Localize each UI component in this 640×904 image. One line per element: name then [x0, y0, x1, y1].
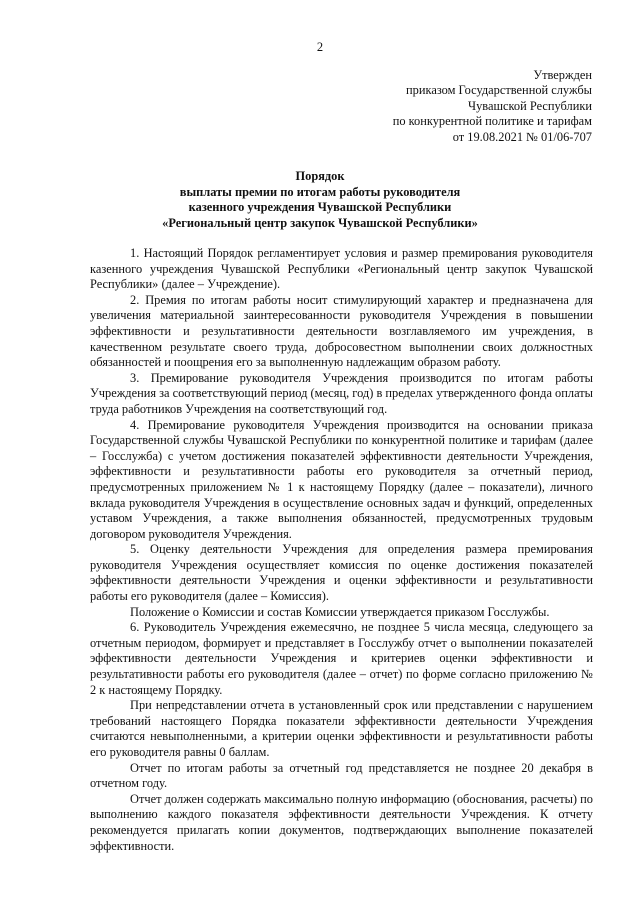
paragraph: 3. Премирование руководителя Учреждения производится по итогам работы Учреждения за соответствующий период (месяц, год) в пределах утвержденного фонда оплаты труда работников Учреждения на соответствующий год. — [90, 370, 593, 416]
paragraph: 5. Оценку деятельности Учреждения для определения размера премирования руководителя Учреждения осуществляет комиссия по оценке достижения показателей эффективности деятельности Учреждения и оценки эффективности и результативности работы его руководителя (далее – Комиссия). — [90, 542, 593, 604]
paragraph: 2. Премия по итогам работы носит стимулирующий характер и предназначена для увеличения материальной заинтересованности руководителя Учреждения в повышении эффективности и результативности деятельности возглавляемого им учреждения, в качественном результате своего труда, добросовестном выполнении своих должностных обязанностей и поощрения его за выполненную надлежащим образом работу. — [90, 292, 593, 370]
document-body — [90, 246, 593, 854]
paragraph: 1. Настоящий Порядок регламентирует условия и размер премирования руководителя казенного учреждения Чувашской Республики «Региональный центр закупок Чувашской Республики» (далее – Учреждение). — [90, 246, 593, 292]
title-line: «Региональный центр закупок Чувашской Республики» — [162, 215, 478, 230]
paragraph: При непредставлении отчета в установленный срок или представлении с нарушением требований настоящего Порядка показатели эффективности деятельности Учреждения считаются невыполненными, а критерии оценки эффективности и результативности работы его руководителя равны 0 баллам. — [90, 698, 593, 759]
document-title — [90, 169, 550, 231]
paragraph: 6. Руководитель Учреждения ежемесячно, не позднее 5 числа месяца, следующего за отчетным периодом, формирует и представляет в Госслужбу отчет о выполнении показателей эффективности деятельности Учреждения и критериев оценки эффективности и результативности работы его руководителя (далее – отчет) по форме согласно приложению № 2 к настоящему Порядку. — [90, 620, 593, 697]
approval-line: Чувашской Республики — [468, 98, 592, 113]
paragraph: Отчет должен содержать максимально полную информацию (обоснования, расчеты) по выполнению каждого показателя эффективности деятельности Учреждения. К отчету рекомендуется прилагать копии документов, подтверждающих выполнение показателей эффективности. — [90, 791, 593, 853]
approval-line: Утвержден — [533, 68, 592, 82]
title-line: казенного учреждения Чувашской Республики — [188, 200, 452, 215]
paragraph: 4. Премирование руководителя Учреждения производится на основании приказа Государственной службы Чувашской Республики по конкурентной политике и тарифам (далее – Госслужба) с учетом достижения показателей эффективности деятельности Учреждения, эффективности и результативности работы его руководителя за отчетный период, предусмотренных приложением № 1 к настоящему Порядку (далее – показатели), личного вклада руководителя Учреждения в осуществление основных задач и функций, определенных уставом Учреждения, а также выполнения обязанностей, предусмотренных трудовым договором руководителя Учреждения. — [90, 417, 593, 541]
paragraph: Отчет по итогам работы за отчетный год представляется не позднее 20 декабря в отчетном году. — [90, 760, 593, 791]
approval-line: от 19.08.2021 № 01/06-707 — [452, 129, 592, 144]
approval-block — [292, 68, 592, 145]
approval-line: приказом Государственной службы — [406, 83, 592, 98]
page-number: 2 — [316, 40, 324, 54]
approval-line: по конкурентной политике и тарифам — [392, 114, 592, 129]
paragraph: Положение о Комиссии и состав Комиссии утверждается приказом Госслужбы. — [130, 604, 550, 619]
title-line: Порядок — [295, 169, 345, 183]
title-line: выплаты премии по итогам работы руководителя — [179, 184, 461, 199]
